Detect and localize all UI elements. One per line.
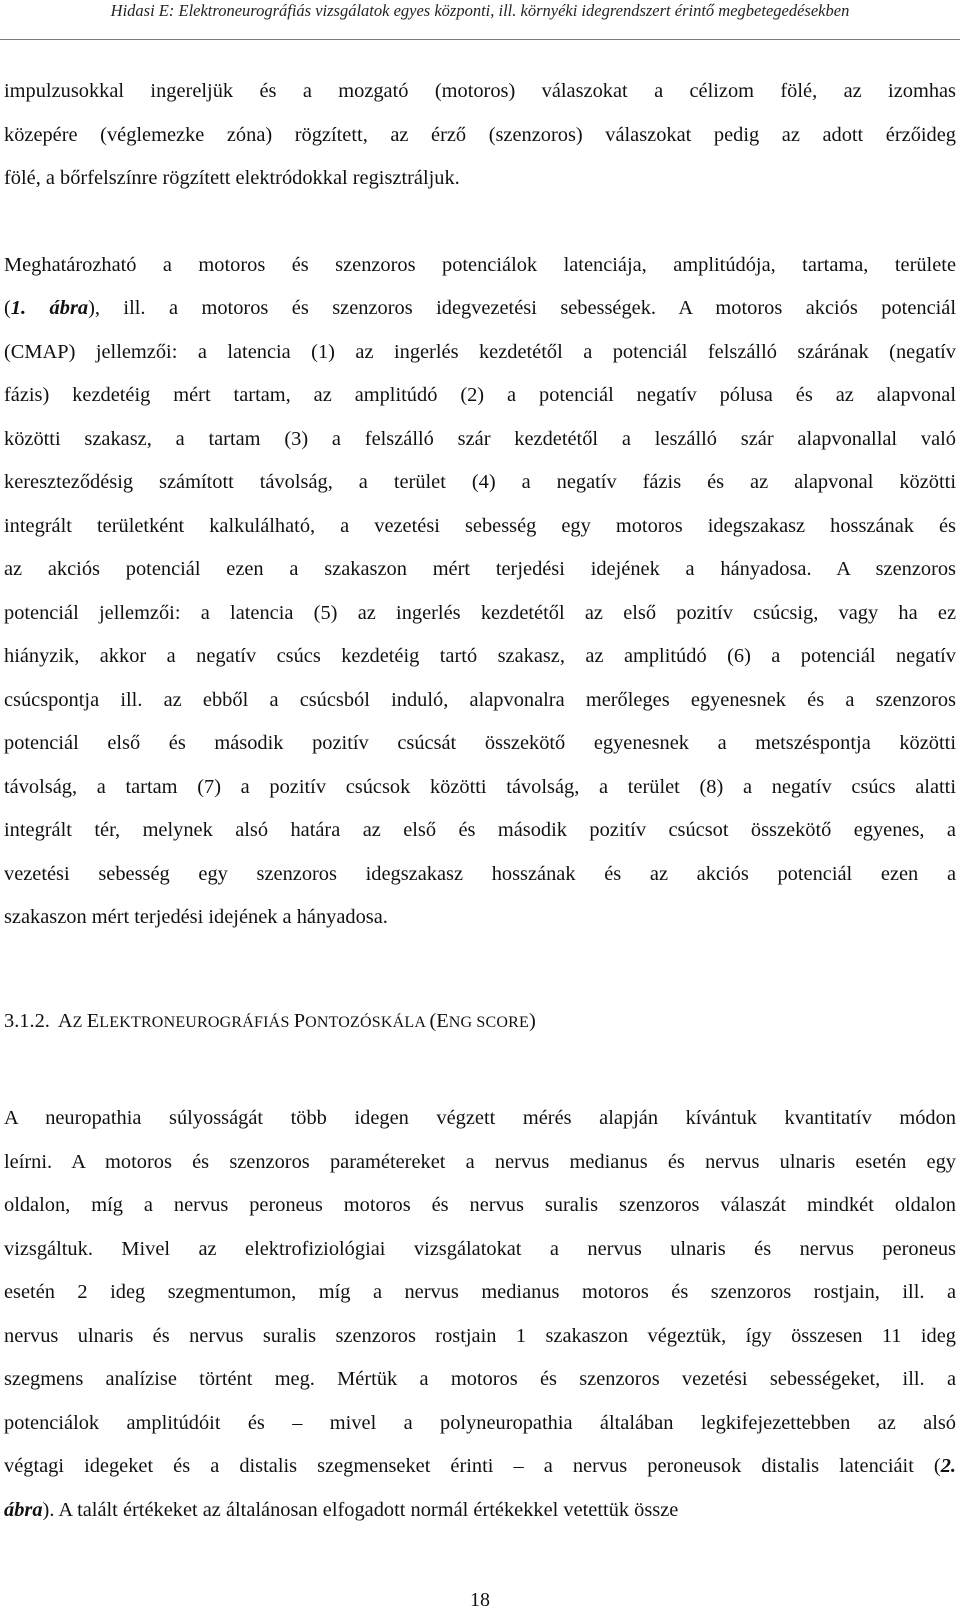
page-body: [4, 70, 956, 1532]
paragraph-line: impulzusokkal ingereljük és a mozgató (motoros) válaszokat a célizom fölé, az izomhas: [4, 80, 956, 102]
paragraph-line: szegmens analízise történt meg. Mértük a motoros és szenzoros vezetési sebességeket, ill. a: [4, 1368, 956, 1390]
paragraph-line: potenciál első és második pozitív csúcsát összekötő egyenesnek a metszéspontja közötti: [4, 732, 956, 754]
figure-reference: 1. ábra: [10, 297, 89, 319]
paragraph-line: esetén 2 ideg szegmentumon, míg a nervus medianus motoros és szenzoros rostjain, ill. a: [4, 1281, 956, 1303]
paragraph-line: oldalon, míg a nervus peroneus motoros és nervus suralis szenzoros válaszát mindkét oldalon: [4, 1194, 956, 1216]
paragraph-2: [4, 244, 956, 940]
paragraph-line: potenciálok amplitúdóit és – mivel a polyneuropathia általában legkifejezettebben az alsó: [4, 1411, 956, 1434]
figure-reference: 2.: [940, 1455, 956, 1477]
paragraph-line: fölé, a bőrfelszínre rögzített elektródokkal regisztráljuk.: [4, 167, 460, 189]
paragraph-line: integrált területként kalkulálható, a vezetési sebesség egy motoros idegszakasz hosszának és: [4, 514, 956, 537]
paragraph-1: [4, 70, 956, 201]
paragraph-line: távolság, a tartam (7) a pozitív csúcsok közötti távolság, a terület (8) a negatív csúcs alatti: [4, 775, 956, 798]
paragraph-line: fázis) kezdetéig mért tartam, az amplitúdó (2) a potenciál negatív pólusa és az alapvonal: [4, 384, 956, 406]
paragraph-line: A neuropathia súlyosságát több idegen végzett mérés alapján kívántuk kvantitatív módon: [4, 1107, 956, 1129]
section-number: 3.1.2.: [4, 1009, 50, 1032]
paragraph-line: közötti szakasz, a tartam (3) a felszálló szár kezdetétől a leszálló szár alapvonallal való: [4, 427, 956, 450]
paragraph-line: Meghatározható a motoros és szenzoros potenciálok latenciája, amplitúdója, tartama, területe: [4, 253, 956, 276]
paragraph-line: vezetési sebesség egy szenzoros idegszakasz hosszának és az akciós potenciál ezen a: [4, 862, 956, 885]
paragraph-line: (CMAP) jellemzői: a latencia (1) az ingerlés kezdetétől a potenciál felszálló szárának (negatív: [4, 340, 956, 363]
paragraph-line: (1. ábra), ill. a motoros és szenzoros idegvezetési sebességek. A motoros akciós potenciál: [4, 297, 956, 319]
running-header: [0, 0, 960, 40]
paragraph-line: az akciós potenciál ezen a szakaszon mért terjedési idejének a hányadosa. A szenzoros: [4, 558, 956, 580]
page-number: 18: [470, 1589, 490, 1611]
paragraph-line: végtagi idegeket és a distalis szegmenseket érinti – a nervus peroneusok distalis latenciáit (2.: [4, 1455, 956, 1477]
figure-reference: ábra: [4, 1498, 43, 1521]
paragraph-line: kereszteződésig számított távolság, a terület (4) a negatív fázis és az alapvonal közötti: [4, 471, 956, 493]
paragraph-line: integrált tér, melynek alsó határa az első és második pozitív csúcsot összekötő egyenes, a: [4, 819, 956, 841]
running-header-title: Hidasi E: Elektroneurográfiás vizsgálatok egyes központi, ill. környéki idegrendszert érintő megbetegedésekben: [110, 1, 850, 20]
paragraph-line: nervus ulnaris és nervus suralis szenzoros rostjain 1 szakaszon végeztük, így összesen 11 ideg: [4, 1324, 956, 1347]
paragraph-line: csúcspontja ill. az ebből a csúcsból induló, alapvonalra merőleges egyenesnek és a szenzoros: [4, 688, 956, 711]
paragraph-line: ábra). A talált értékeket az általánosan elfogadott normál értékekkel vetettük össze: [4, 1498, 679, 1521]
paragraph-line: leírni. A motoros és szenzoros paramétereket a nervus medianus és nervus ulnaris esetén egy: [4, 1150, 956, 1173]
paragraph-line: szakaszon mért terjedési idejének a hányadosa.: [4, 906, 388, 928]
paragraph-3: [4, 1097, 956, 1532]
section-heading: [4, 1000, 956, 1045]
paragraph-line: közepére (véglemezke zóna) rögzített, az érző (szenzoros) válaszokat pedig az adott érzőideg: [4, 123, 956, 146]
paragraph-line: vizsgáltuk. Mivel az elektrofiziológiai vizsgálatokat a nervus ulnaris és nervus peroneus: [4, 1237, 956, 1260]
section-title: AZ ELEKTRONEUROGRÁFIÁS PONTOZÓSKÁLA (ENG SCORE): [57, 1009, 536, 1032]
paragraph-line: hiányzik, akkor a negatív csúcs kezdetéig tartó szakasz, az amplitúdó (6) a potenciál negatív: [4, 645, 956, 667]
paragraph-line: potenciál jellemzői: a latencia (5) az ingerlés kezdetétől az első pozitív csúcsig, vagy ha ez: [4, 601, 956, 624]
